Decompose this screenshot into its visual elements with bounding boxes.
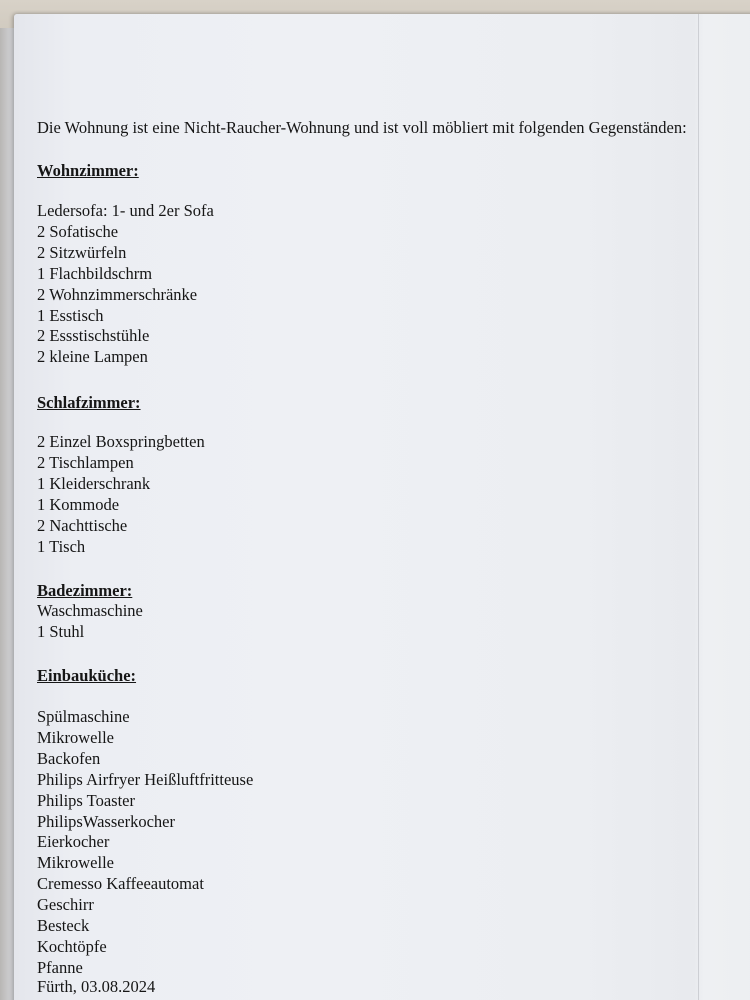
list-item: Waschmaschine [37,601,143,620]
list-item: 2 Essstischstühle [37,326,150,346]
list-item: Besteck [37,916,90,936]
list-item: Pfanne [37,957,83,977]
section-heading-einbaukueche: Einbauküche: [37,666,137,685]
list-item: 2 Einzel Boxspringbetten [37,432,205,451]
list-item: Philips Airfryer Heißluftfritteuse [37,769,254,789]
place-and-date: Fürth, 03.08.2024 [37,977,156,996]
list-item: 1 Flachbildschrm [37,263,153,283]
list-item: Spülmaschine [37,707,130,726]
list-item: 1 Esstisch [37,305,104,325]
list-item: Geschirr [37,895,94,915]
list-item: 1 Stuhl [37,621,85,641]
list-item: PhilipsWasserkocher [37,811,175,831]
list-item: Mikrowelle [37,853,114,873]
list-item: Eierkocher [37,832,110,852]
item-list-einbaukueche [37,707,253,979]
list-item: 2 Sitzwürfeln [37,242,127,262]
list-item: 2 Tischlampen [37,452,134,472]
intro-paragraph: Die Wohnung ist eine Nicht-Raucher-Wohnung und ist voll möbliert mit folgenden Gegenständen: [37,118,687,137]
item-list-wohnzimmer [37,201,214,368]
list-item: Philips Toaster [37,790,136,810]
list-item: 1 Kommode [37,494,120,514]
list-item: Kochtöpfe [37,936,107,956]
list-item: 2 Sofatische [37,221,119,241]
list-item: 1 Tisch [37,536,86,556]
list-item: Cremesso Kaffeeautomat [37,874,204,894]
list-item: 2 Nachttische [37,515,128,535]
binder-edge [0,28,14,1000]
list-item: Ledersofa: 1- und 2er Sofa [37,201,214,220]
section-heading-wohnzimmer: Wohnzimmer: [37,161,139,180]
list-item: Backofen [37,748,101,768]
list-item: 1 Kleiderschrank [37,473,151,493]
section-heading-badezimmer: Badezimmer: [37,581,133,600]
list-item: 2 kleine Lampen [37,347,148,367]
list-item: 2 Wohnzimmerschränke [37,284,198,304]
item-list-badezimmer [37,601,143,643]
item-list-schlafzimmer [37,432,205,557]
page-crease [698,14,699,1000]
list-item: Mikrowelle [37,727,114,747]
section-heading-schlafzimmer: Schlafzimmer: [37,393,141,412]
